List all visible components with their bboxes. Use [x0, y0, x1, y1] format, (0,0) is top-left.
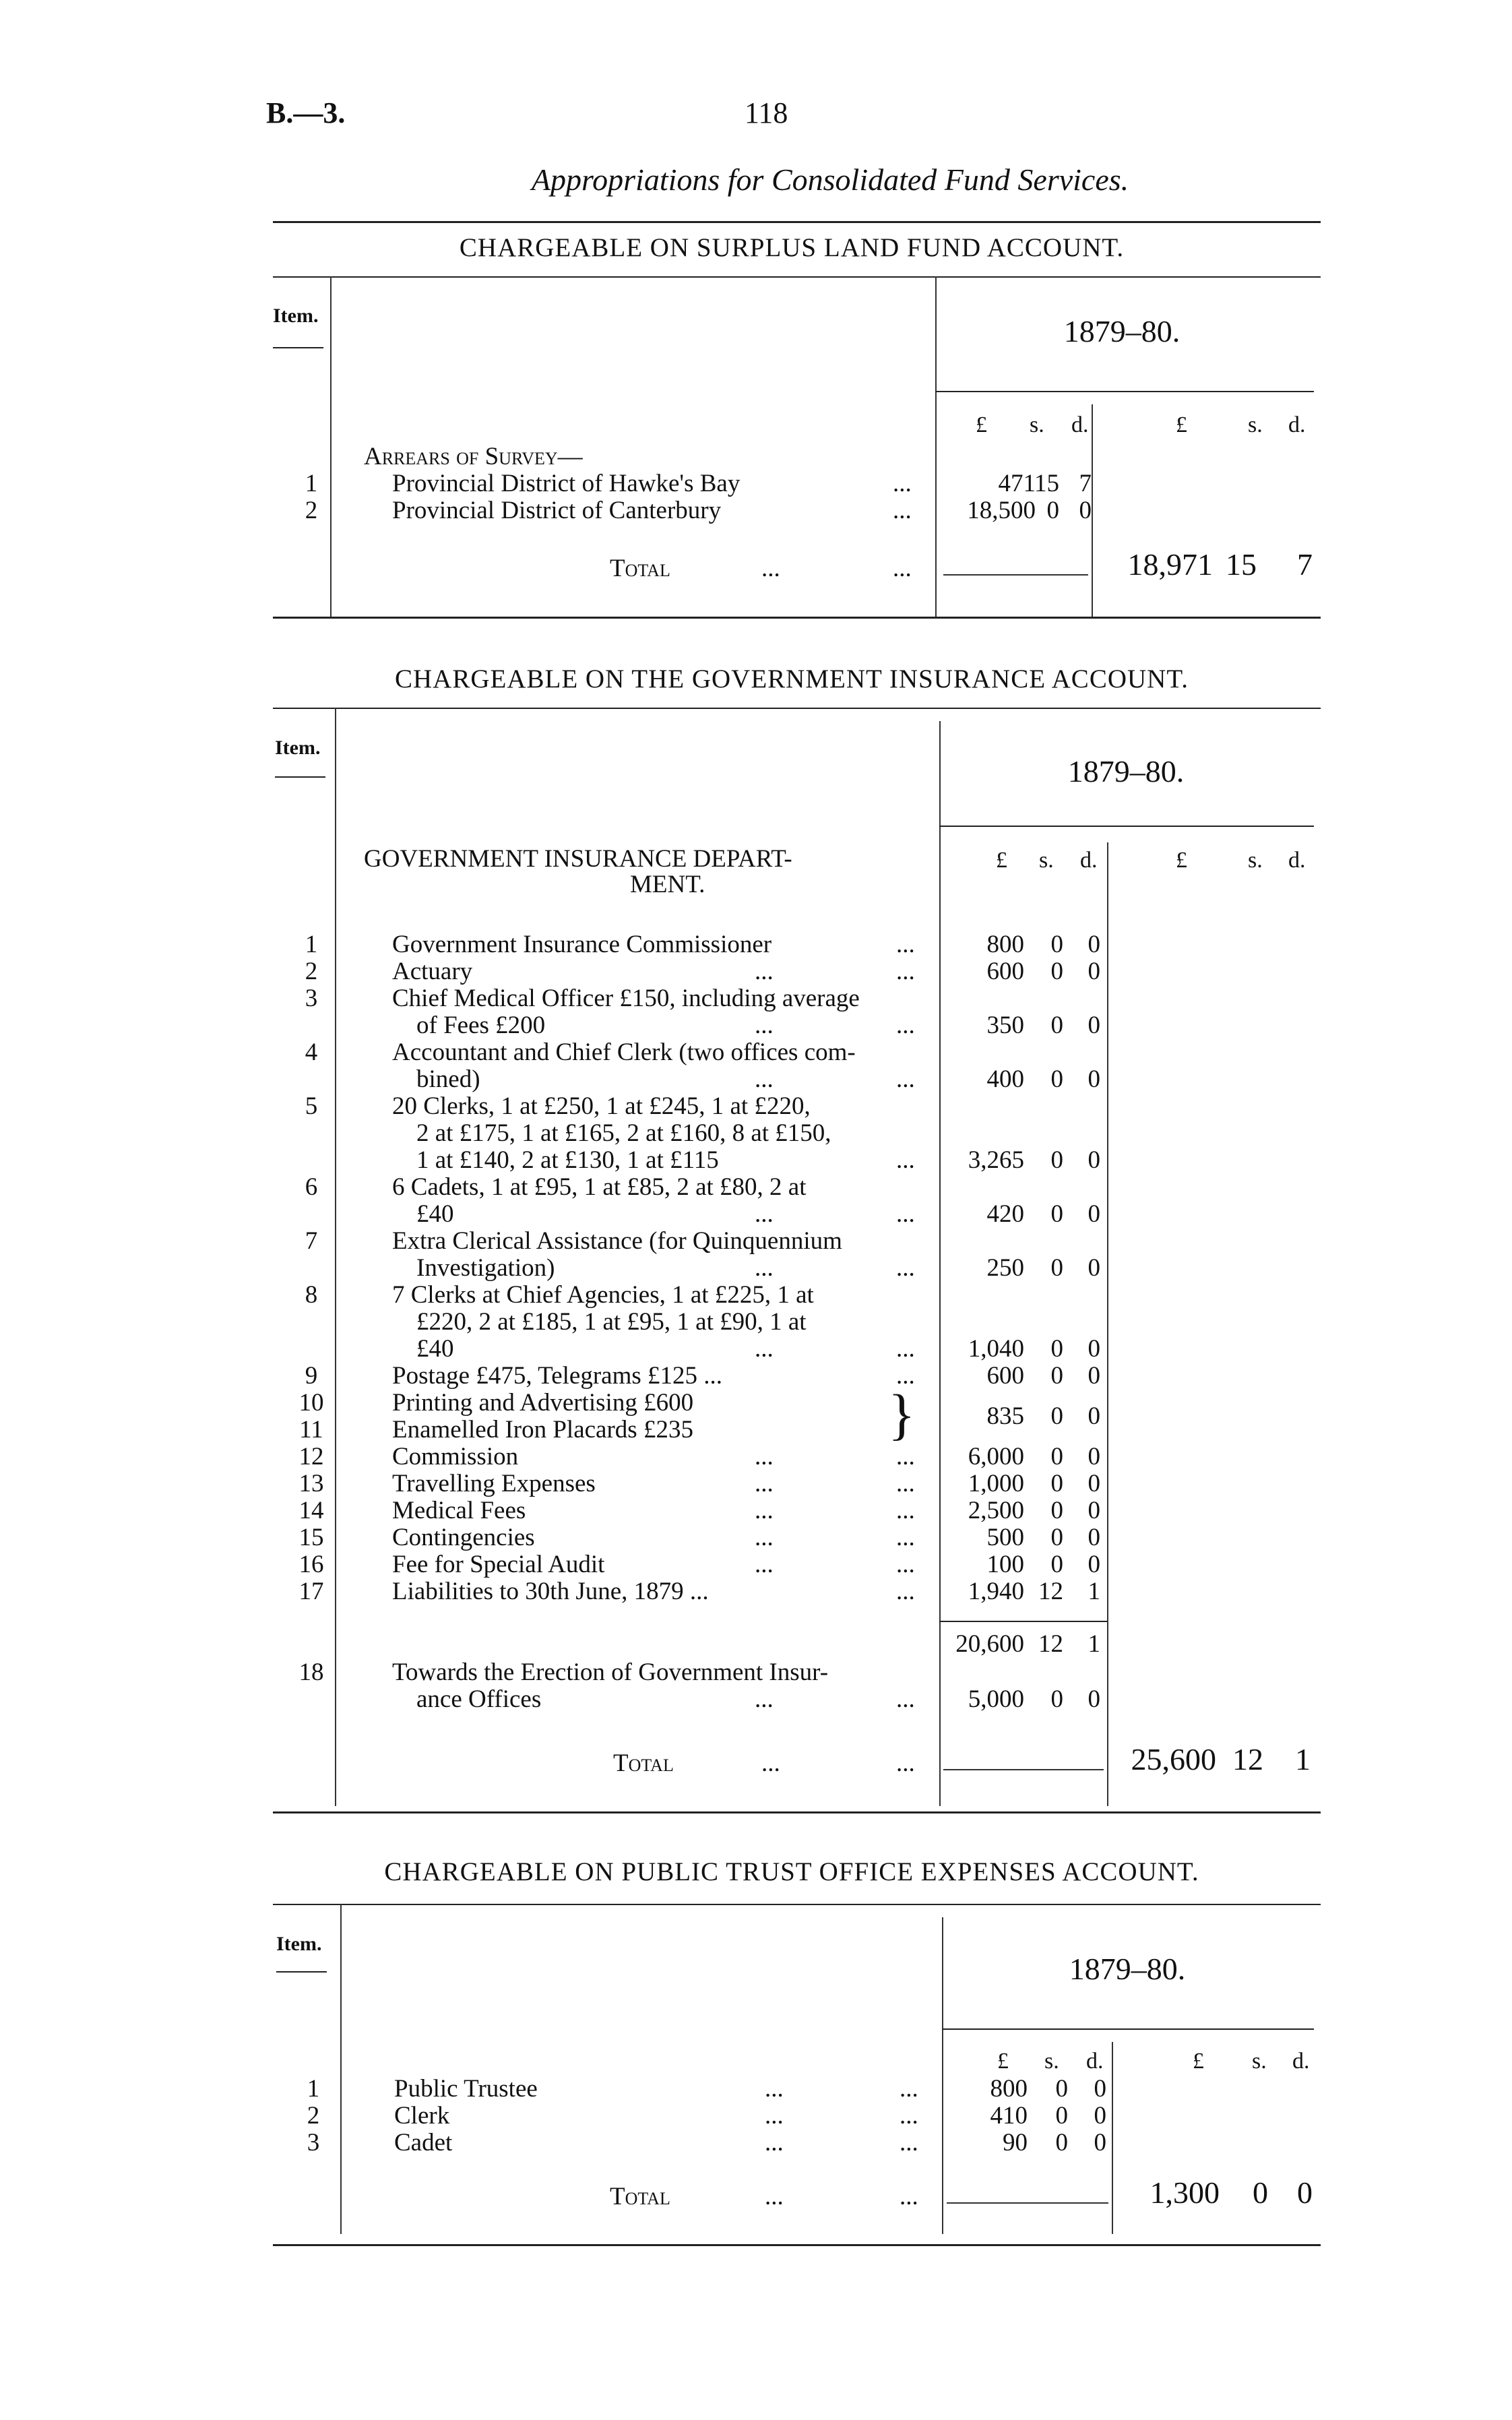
- leader-dots: ...: [896, 1065, 915, 1093]
- s3-pence-head-2: d.: [1292, 2049, 1310, 2074]
- brace-icon: }: [888, 1384, 916, 1446]
- item-number: 18: [298, 1658, 324, 1686]
- leader-dots: ...: [896, 1362, 915, 1390]
- leader-dots: ...: [900, 2102, 918, 2130]
- row-description: Enamelled Iron Placards £235: [392, 1416, 693, 1444]
- pence: 0: [1094, 2102, 1106, 2130]
- item-number: 4: [305, 1038, 318, 1066]
- s2-shilling-head-2: s.: [1248, 848, 1263, 873]
- pence: 0: [1094, 2129, 1106, 2157]
- row-description: Government Insurance Commissioner: [392, 931, 772, 958]
- row-description: Contingencies: [392, 1524, 535, 1551]
- item-number: 12: [298, 1443, 324, 1470]
- section2-year-rule: [939, 826, 1314, 827]
- s2-shilling-head: s.: [1039, 848, 1054, 873]
- section3-title: CHARGEABLE ON PUBLIC TRUST OFFICE EXPENSES ACCOUNT.: [384, 1857, 1199, 1886]
- section3-item-header: Item.: [276, 1933, 322, 1955]
- pence: 0: [1088, 1551, 1100, 1578]
- s3-shilling-head: s.: [1044, 2049, 1059, 2074]
- leader-dots: ...: [893, 470, 912, 497]
- row-description-cont: 2 at £175, 1 at £165, 2 at £160, 8 at £150,: [416, 1119, 831, 1147]
- shillings: 0: [1050, 1497, 1063, 1524]
- row-description-cont: £40: [416, 1335, 454, 1363]
- s1-group-label: Arrears of Survey—: [364, 443, 583, 470]
- total-pence: 7: [1297, 547, 1313, 582]
- leader-dots: ...: [900, 2075, 918, 2103]
- pence: 0: [1088, 1402, 1100, 1430]
- pence: 0: [1088, 1200, 1100, 1228]
- row-description: Fee for Special Audit: [392, 1551, 605, 1578]
- row-description: Provincial District of Hawke's Bay: [392, 470, 741, 497]
- pounds: 410: [990, 2102, 1028, 2130]
- pence: 0: [1079, 497, 1092, 524]
- item-number: 2: [305, 497, 318, 524]
- s2-group-label-line1: GOVERNMENT INSURANCE DEPART-: [364, 845, 792, 873]
- total-label: Total: [610, 555, 670, 582]
- section3-header-rule: [273, 1904, 1321, 1905]
- item-number: 2: [305, 958, 318, 985]
- total-pounds: 1,300: [1149, 2175, 1220, 2210]
- leader-dots: ...: [896, 1749, 915, 1777]
- item-number: 16: [298, 1551, 324, 1578]
- leader-dots: ...: [755, 1497, 774, 1524]
- pounds: 500: [986, 1524, 1024, 1551]
- pounds: 100: [986, 1551, 1024, 1578]
- leader-dots: ...: [755, 1200, 774, 1228]
- leader-dots: ...: [893, 555, 912, 582]
- s2-pound-head-2: £: [1176, 848, 1187, 873]
- s1-pound-head-2: £: [1176, 412, 1187, 437]
- section1-title: CHARGEABLE ON SURPLUS LAND FUND ACCOUNT.: [459, 233, 1125, 262]
- pounds: 420: [986, 1200, 1024, 1228]
- total-label: Total: [613, 1749, 674, 1777]
- section1-year-header: 1879–80.: [1063, 314, 1180, 348]
- row-description: Clerk: [394, 2102, 450, 2130]
- section2-vline-cols: [1107, 842, 1108, 1806]
- row-description: Towards the Erection of Government Insur-: [392, 1658, 829, 1686]
- section1-header-rule: [273, 276, 1321, 278]
- total-shillings: 0: [1253, 2175, 1268, 2210]
- pence: 0: [1088, 931, 1100, 958]
- row-description-cont: of Fees £200: [416, 1012, 546, 1039]
- shillings: 0: [1050, 1551, 1063, 1578]
- leader-dots: ...: [896, 1012, 915, 1039]
- s2-subtotal-rule: [939, 1621, 1107, 1622]
- leader-dots: ...: [755, 1065, 774, 1093]
- leader-dots: ...: [755, 1470, 774, 1497]
- leader-dots: ...: [893, 497, 912, 524]
- shillings: 0: [1050, 1524, 1063, 1551]
- pence: 0: [1094, 2075, 1106, 2103]
- item-number: 11: [299, 1416, 323, 1444]
- item-number: 8: [305, 1281, 318, 1309]
- pence: 0: [1088, 1362, 1100, 1390]
- row-description-cont: 1 at £140, 2 at £130, 1 at £115: [416, 1146, 719, 1174]
- s3-pound-head: £: [997, 2049, 1009, 2074]
- pounds: 18,500: [967, 497, 1036, 524]
- item-number: 7: [305, 1227, 318, 1255]
- section1-vline-item: [330, 276, 332, 617]
- total-shillings: 15: [1226, 547, 1257, 582]
- pounds: 5,000: [968, 1685, 1024, 1713]
- shillings: 0: [1050, 1470, 1063, 1497]
- leader-dots: ...: [761, 555, 780, 582]
- shillings: 0: [1050, 1402, 1063, 1430]
- pence: 0: [1088, 1012, 1100, 1039]
- shillings: 0: [1050, 931, 1063, 958]
- leader-dots: ...: [765, 2183, 784, 2210]
- total-pounds: 25,600: [1131, 1742, 1216, 1776]
- shillings: 0: [1050, 1335, 1063, 1363]
- row-description: 6 Cadets, 1 at £95, 1 at £85, 2 at £80, 2 at: [392, 1173, 807, 1201]
- leader-dots: ...: [755, 958, 774, 985]
- row-description-cont: Investigation): [416, 1254, 555, 1282]
- row-description-cont: £40: [416, 1200, 454, 1228]
- s1-pence-head: d.: [1071, 412, 1089, 437]
- leader-dots: ...: [755, 1443, 774, 1470]
- section2-item-header: Item.: [275, 737, 321, 759]
- row-description: Accountant and Chief Clerk (two offices com-: [392, 1038, 856, 1066]
- pounds: 1,000: [968, 1470, 1024, 1497]
- section2-bottom-rule: [273, 1811, 1321, 1813]
- leader-dots: ...: [765, 2129, 784, 2157]
- pence: 0: [1088, 1254, 1100, 1282]
- pence: 0: [1088, 1497, 1100, 1524]
- shillings: 0: [1055, 2102, 1068, 2130]
- subtotal-shillings: 12: [1038, 1630, 1063, 1658]
- row-description: Public Trustee: [394, 2075, 538, 2103]
- pounds: 400: [986, 1065, 1024, 1093]
- item-number: 10: [298, 1389, 324, 1417]
- s3-shilling-head-2: s.: [1252, 2049, 1267, 2074]
- pounds: 471: [998, 470, 1036, 497]
- item-number: 3: [305, 985, 318, 1012]
- shillings: 0: [1050, 1443, 1063, 1470]
- pence: 0: [1088, 1443, 1100, 1470]
- pounds: 600: [986, 1362, 1024, 1390]
- shillings: 0: [1050, 958, 1063, 985]
- section3-bottom-rule: [273, 2244, 1321, 2246]
- s1-pound-head: £: [976, 412, 987, 437]
- section1-bottom-rule: [273, 617, 1321, 619]
- s2-pound-head: £: [996, 848, 1007, 873]
- s2-pence-head: d.: [1080, 848, 1098, 873]
- item-number: 17: [298, 1578, 324, 1605]
- row-description: Provincial District of Canterbury: [392, 497, 722, 524]
- row-description: 20 Clerks, 1 at £250, 1 at £245, 1 at £220,: [392, 1092, 811, 1120]
- row-description: Medical Fees: [392, 1497, 526, 1524]
- leader-dots: ...: [896, 1685, 915, 1713]
- pence: 0: [1088, 1524, 1100, 1551]
- s3-pound-head-2: £: [1193, 2049, 1204, 2074]
- pounds: 6,000: [968, 1443, 1024, 1470]
- row-description: Travelling Expenses: [392, 1470, 596, 1497]
- item-number: 5: [305, 1092, 318, 1120]
- section2-title: CHARGEABLE ON THE GOVERNMENT INSURANCE ACCOUNT.: [394, 664, 1189, 693]
- leader-dots: ...: [896, 1497, 915, 1524]
- s1-shilling-head: s.: [1030, 412, 1044, 437]
- pence: 0: [1088, 1470, 1100, 1497]
- leader-dots: ...: [896, 958, 915, 985]
- subtotal-pounds: 20,600: [955, 1630, 1024, 1658]
- pounds: 2,500: [968, 1497, 1024, 1524]
- leader-dots: ...: [896, 1335, 915, 1363]
- total-pounds: 18,971: [1127, 547, 1213, 582]
- subtotal-pence: 1: [1088, 1630, 1100, 1658]
- section1-item-underline: [273, 347, 323, 348]
- shillings: 0: [1050, 1254, 1063, 1282]
- item-number: 3: [307, 2129, 320, 2157]
- section2-year-header: 1879–80.: [1067, 754, 1185, 788]
- shillings: 0: [1050, 1146, 1063, 1174]
- leader-dots: ...: [896, 1146, 915, 1174]
- shillings: 0: [1050, 1065, 1063, 1093]
- pounds: 1,040: [968, 1335, 1024, 1363]
- shillings: 12: [1038, 1578, 1063, 1605]
- pence: 0: [1088, 1335, 1100, 1363]
- leader-dots: ...: [896, 1470, 915, 1497]
- item-number: 2: [307, 2102, 320, 2130]
- item-number: 6: [305, 1173, 318, 1201]
- shillings: 0: [1050, 1012, 1063, 1039]
- pence: 0: [1088, 1065, 1100, 1093]
- leader-dots: ...: [896, 1578, 915, 1605]
- leader-dots: ...: [900, 2129, 918, 2157]
- leader-dots: ...: [761, 1749, 780, 1777]
- item-number: 15: [298, 1524, 324, 1551]
- row-description: 7 Clerks at Chief Agencies, 1 at £225, 1 at: [392, 1281, 814, 1309]
- leader-dots: ...: [765, 2075, 784, 2103]
- shillings: 0: [1046, 497, 1059, 524]
- s2-group-label-line2: MENT.: [630, 871, 705, 898]
- section1-vline-cols: [1092, 404, 1093, 617]
- section3-item-underline: [276, 1971, 327, 1973]
- item-number: 13: [298, 1470, 324, 1497]
- leader-dots: ...: [896, 1524, 915, 1551]
- s1-shilling-head-2: s.: [1248, 412, 1263, 437]
- item-number: 1: [307, 2075, 320, 2103]
- total-shillings: 12: [1232, 1742, 1263, 1776]
- row-description: Cadet: [394, 2129, 453, 2157]
- row-description-cont: £220, 2 at £185, 1 at £95, 1 at £90, 1 at: [416, 1308, 807, 1336]
- s3-pence-head: d.: [1086, 2049, 1104, 2074]
- row-description: Extra Clerical Assistance (for Quinquennium: [392, 1227, 842, 1255]
- section1-top-rule: [273, 221, 1321, 223]
- row-description-cont: ance Offices: [416, 1685, 542, 1713]
- section2-header-rule: [273, 708, 1321, 709]
- leader-dots: ...: [896, 1200, 915, 1228]
- leader-dots: ...: [755, 1254, 774, 1282]
- shillings: 0: [1050, 1685, 1063, 1713]
- leader-dots: ...: [755, 1524, 774, 1551]
- leader-dots: ...: [765, 2102, 784, 2130]
- item-number: 1: [305, 931, 318, 958]
- item-number: 1: [305, 470, 318, 497]
- pounds: 600: [986, 958, 1024, 985]
- pounds: 835: [986, 1402, 1024, 1430]
- leader-dots: ...: [755, 1685, 774, 1713]
- leader-dots: ...: [896, 1443, 915, 1470]
- section2-item-underline: [275, 776, 325, 778]
- s2-pence-head-2: d.: [1288, 848, 1306, 873]
- shillings: 15: [1034, 470, 1059, 497]
- total-pence: 1: [1295, 1742, 1311, 1776]
- row-description-cont: bined): [416, 1065, 480, 1093]
- row-description: Chief Medical Officer £150, including average: [392, 985, 860, 1012]
- section1-item-header: Item.: [273, 305, 319, 327]
- page-title: Appropriations for Consolidated Fund Services.: [531, 162, 1129, 197]
- row-description: Actuary: [392, 958, 473, 985]
- section2-vline-item: [335, 708, 336, 1806]
- section3-year-header: 1879–80.: [1069, 1952, 1186, 1986]
- pounds: 3,265: [968, 1146, 1024, 1174]
- pence: 0: [1088, 1685, 1100, 1713]
- pounds: 90: [1003, 2129, 1028, 2157]
- pounds: 800: [986, 931, 1024, 958]
- pence: 1: [1088, 1578, 1100, 1605]
- leader-dots: ...: [896, 931, 915, 958]
- section3-year-rule: [942, 2028, 1314, 2030]
- total-pence: 0: [1297, 2175, 1313, 2210]
- row-description: Liabilities to 30th June, 1879 ...: [392, 1578, 709, 1605]
- section3-vline-item: [340, 1904, 342, 2234]
- shillings: 0: [1055, 2129, 1068, 2157]
- shillings: 0: [1050, 1200, 1063, 1228]
- leader-dots: ...: [755, 1551, 774, 1578]
- pounds: 350: [986, 1012, 1024, 1039]
- document-code: B.—3.: [266, 96, 346, 129]
- leader-dots: ...: [900, 2183, 918, 2210]
- item-number: 14: [298, 1497, 324, 1524]
- row-description: Printing and Advertising £600: [392, 1389, 694, 1417]
- total-label: Total: [610, 2183, 670, 2210]
- leader-dots: ...: [755, 1335, 774, 1363]
- shillings: 0: [1055, 2075, 1068, 2103]
- pence: 0: [1088, 1146, 1100, 1174]
- row-description: Commission: [392, 1443, 519, 1470]
- row-description: Postage £475, Telegrams £125 ...: [392, 1362, 722, 1390]
- pounds: 1,940: [968, 1578, 1024, 1605]
- shillings: 0: [1050, 1362, 1063, 1390]
- page-number: 118: [745, 96, 788, 129]
- leader-dots: ...: [755, 1012, 774, 1039]
- leader-dots: ...: [896, 1551, 915, 1578]
- item-number: 9: [305, 1362, 318, 1390]
- section1-year-rule: [935, 391, 1314, 392]
- pence: 0: [1088, 958, 1100, 985]
- leader-dots: ...: [896, 1254, 915, 1282]
- s1-pence-head-2: d.: [1288, 412, 1306, 437]
- pounds: 250: [986, 1254, 1024, 1282]
- pence: 7: [1079, 470, 1092, 497]
- pounds: 800: [990, 2075, 1028, 2103]
